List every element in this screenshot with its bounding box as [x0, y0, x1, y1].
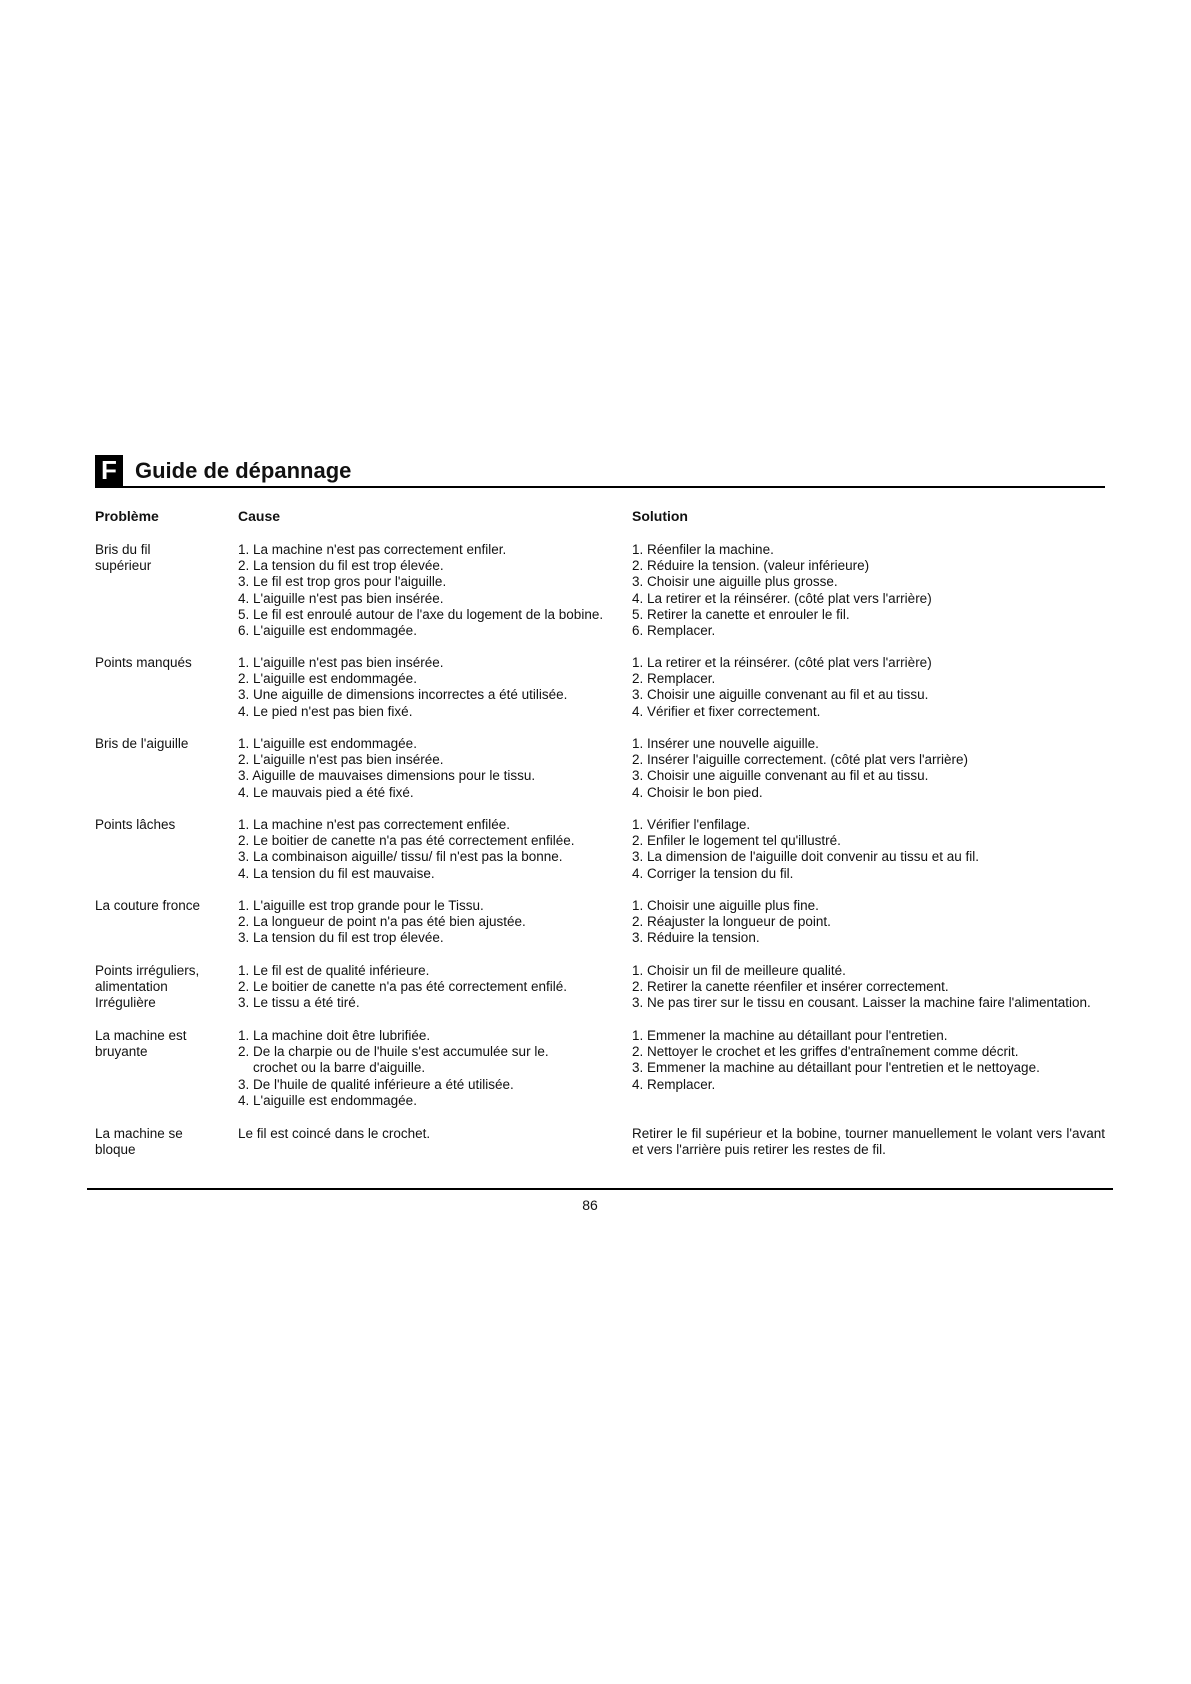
cause-line: 1. L'aiguille n'est pas bien insérée. — [238, 655, 444, 670]
cause-line: 4. L'aiguille est endommagée. — [238, 1092, 417, 1108]
cause-line: 2. Le boitier de canette n'a pas été correctement enfilé. — [238, 979, 568, 995]
cause-line: 1. La machine n'est pas correctement enfiler. — [238, 542, 507, 557]
solution-line: 2. Insérer l'aiguille correctement. (côté plat vers l'arrière) — [632, 752, 969, 768]
cause-line: 5. Le fil est enroulé autour de l'axe du logement de la bobine. — [238, 606, 604, 622]
cause-line: 1. La machine n'est pas correctement enfilée. — [238, 817, 510, 832]
solution-line: 2. Réduire la tension. (valeur inférieure) — [632, 558, 870, 574]
cause-line: 4. La tension du fil est mauvaise. — [238, 865, 435, 881]
page-number: 86 — [582, 1197, 598, 1213]
cause-line: 6. L'aiguille est endommagée. — [238, 623, 417, 639]
problem-cell — [95, 963, 230, 1012]
solution-line: 4. Remplacer. — [632, 1076, 716, 1092]
solution-line: 3. Emmener la machine au détaillant pour l'entretien et le nettoyage. — [632, 1060, 1040, 1076]
solution-line: 3. Choisir une aiguille convenant au fil et au tissu. — [632, 768, 929, 784]
solution-cell — [632, 736, 1105, 801]
cause-cell — [238, 898, 628, 947]
solution-line: 1. Vérifier l'enfilage. — [632, 817, 751, 832]
problem-cell — [95, 736, 230, 752]
solution-cell — [632, 817, 1105, 882]
problem-cell — [95, 655, 230, 671]
solution-line: 2. Enfiler le logement tel qu'illustré. — [632, 833, 841, 849]
cause-line: 4. Le pied n'est pas bien fixé. — [238, 703, 413, 719]
problem-line: Points irréguliers, — [95, 963, 200, 978]
cause-line: 3. De l'huile de qualité inférieure a été utilisée. — [238, 1076, 514, 1092]
cause-line: 4. L'aiguille n'est pas bien insérée. — [238, 590, 444, 606]
cause-line: 2. L'aiguille est endommagée. — [238, 671, 417, 687]
solution-line: 6. Remplacer. — [632, 623, 716, 639]
cause-line: 2. De la charpie ou de l'huile s'est accumulée sur le. — [238, 1044, 549, 1060]
column-header-cause: Cause — [238, 508, 281, 524]
solution-line: 4. Corriger la tension du fil. — [632, 865, 794, 881]
solution-line: 1. Choisir un fil de meilleure qualité. — [632, 963, 846, 978]
cause-cell — [238, 817, 628, 882]
problem-line: bloque — [95, 1142, 136, 1158]
cause-cell — [238, 963, 628, 1012]
section-badge: F — [95, 455, 123, 486]
cause-line: Le fil est coincé dans le crochet. — [238, 1126, 431, 1141]
problem-line: Points manqués — [95, 655, 192, 670]
solution-cell — [632, 655, 1105, 720]
solution-cell — [632, 542, 1105, 639]
solution-line: 1. Réenfiler la machine. — [632, 542, 774, 557]
problem-cell — [95, 817, 230, 833]
cause-line: 3. La tension du fil est trop élevée. — [238, 930, 444, 946]
cause-line: 1. L'aiguille est trop grande pour le Tissu. — [238, 898, 484, 913]
cause-cell — [238, 1028, 628, 1109]
footer-rule — [87, 1188, 1113, 1190]
solution-line: 2. Nettoyer le crochet et les griffes d'entraînement comme décrit. — [632, 1044, 1019, 1060]
cause-line: 1. L'aiguille est endommagée. — [238, 736, 417, 751]
cause-line: crochet ou la barre d'aiguille. — [253, 1060, 426, 1076]
solution-line: 2. Remplacer. — [632, 671, 716, 687]
problem-line: La couture fronce — [95, 898, 201, 913]
problem-cell — [95, 1028, 230, 1060]
problem-line: Bris de l'aiguille — [95, 736, 189, 751]
cause-cell — [238, 655, 628, 720]
solution-line: 1. Emmener la machine au détaillant pour l'entretien. — [632, 1028, 948, 1043]
header-rule — [95, 486, 1105, 488]
cause-line: 3. Le tissu a été tiré. — [238, 995, 360, 1011]
solution-line: 3. Réduire la tension. — [632, 930, 760, 946]
cause-line: 3. Le fil est trop gros pour l'aiguille. — [238, 574, 447, 590]
column-header-solution: Solution — [632, 508, 688, 524]
solution-line: 2. Retirer la canette réenfiler et insérer correctement. — [632, 979, 949, 995]
cause-line: 3. Une aiguille de dimensions incorrectes a été utilisée. — [238, 687, 568, 703]
cause-line: 1. Le fil est de qualité inférieure. — [238, 963, 430, 978]
solution-line: 3. Choisir une aiguille plus grosse. — [632, 574, 838, 590]
problem-line: alimentation — [95, 979, 168, 995]
cause-line: 2. Le boitier de canette n'a pas été correctement enfilée. — [238, 833, 575, 849]
solution-line: 1. Insérer une nouvelle aiguille. — [632, 736, 819, 751]
solution-line: 3. La dimension de l'aiguille doit convenir au tissu et au fil. — [632, 849, 980, 865]
solution-line: 3. Ne pas tirer sur le tissu en cousant. Laisser la machine faire l'alimentation. — [632, 995, 1091, 1011]
problem-line: Points lâches — [95, 817, 176, 832]
solution-line: 4. Vérifier et fixer correctement. — [632, 703, 821, 719]
problem-line: supérieur — [95, 558, 152, 574]
solution-line: 2. Réajuster la longueur de point. — [632, 914, 831, 930]
problem-line: Bris du fil — [95, 542, 151, 557]
cause-line: 2. La tension du fil est trop élevée. — [238, 558, 444, 574]
solution-cell — [632, 898, 1105, 947]
column-header-problem: Problème — [95, 508, 159, 524]
cause-line: 2. La longueur de point n'a pas été bien ajustée. — [238, 914, 526, 930]
solution-cell — [632, 1126, 1105, 1158]
cause-line: 4. Le mauvais pied a été fixé. — [238, 784, 414, 800]
cause-cell — [238, 1126, 628, 1142]
problem-line: La machine se — [95, 1126, 183, 1141]
problem-line: Irrégulière — [95, 995, 156, 1011]
solution-line: 1. La retirer et la réinsérer. (côté plat vers l'arrière) — [632, 655, 932, 670]
solution-line: 5. Retirer la canette et enrouler le fil. — [632, 606, 850, 622]
cause-line: 3. Aiguille de mauvaises dimensions pour le tissu. — [238, 768, 536, 784]
problem-cell — [95, 542, 230, 574]
problem-cell — [95, 898, 230, 914]
cause-line: 2. L'aiguille n'est pas bien insérée. — [238, 752, 444, 768]
problem-line: bruyante — [95, 1044, 148, 1060]
solution-line: Retirer le fil supérieur et la bobine, tourner manuellement le volant vers l'avant et vers l'arrière puis retirer les restes de fil. — [632, 1126, 1105, 1158]
cause-cell — [238, 542, 628, 639]
page-title: Guide de dépannage — [135, 458, 352, 483]
solution-line: 3. Choisir une aiguille convenant au fil et au tissu. — [632, 687, 929, 703]
problem-line: La machine est — [95, 1028, 187, 1043]
solution-line: 4. Choisir le bon pied. — [632, 784, 763, 800]
cause-line: 3. La combinaison aiguille/ tissu/ fil n'est pas la bonne. — [238, 849, 563, 865]
solution-line: 4. La retirer et la réinsérer. (côté plat vers l'arrière) — [632, 590, 932, 606]
solution-cell — [632, 1028, 1105, 1093]
solution-line: 1. Choisir une aiguille plus fine. — [632, 898, 819, 913]
cause-cell — [238, 736, 628, 801]
problem-cell — [95, 1126, 230, 1158]
solution-cell — [632, 963, 1105, 1012]
cause-line: 1. La machine doit être lubrifiée. — [238, 1028, 431, 1043]
